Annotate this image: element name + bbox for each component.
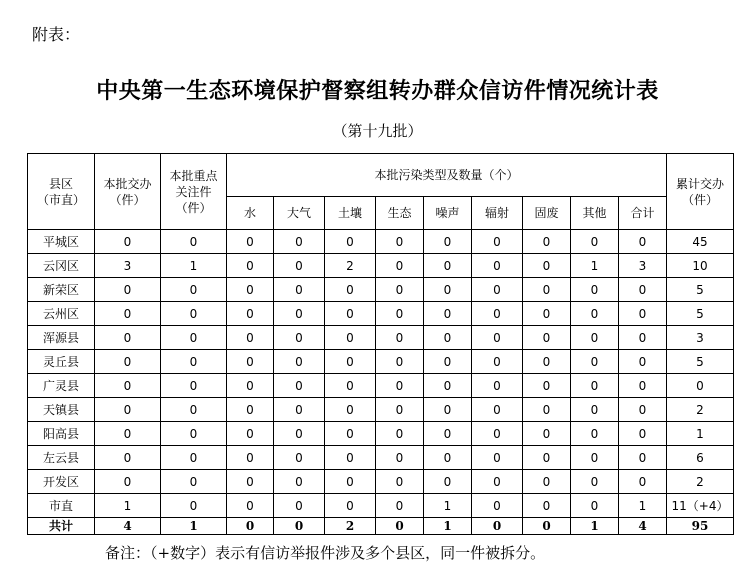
pollution-count-cell: 0 [571,374,619,398]
pollution-count-cell: 0 [571,422,619,446]
pollution-count-cell: 0 [523,302,571,326]
cumulative-cell: 10 [667,254,734,278]
district-cell: 新荣区 [28,278,95,302]
table-row [28,422,734,446]
district-cell: 浑源县 [28,326,95,350]
pollution-count-cell: 0 [523,230,571,254]
pollution-count-cell: 0 [571,278,619,302]
pollution-count-cell: 0 [274,326,325,350]
batch-key-cell: 0 [161,494,227,518]
header-pollution-type: 其他 [571,197,619,230]
pollution-count-cell: 0 [619,326,667,350]
batch-handed-cell: 0 [95,350,161,374]
table-row [28,374,734,398]
pollution-count-cell: 0 [424,350,472,374]
pollution-count-cell: 0 [424,278,472,302]
pollution-count-cell: 0 [571,446,619,470]
pollution-count-cell: 0 [571,230,619,254]
pollution-count-cell: 0 [227,422,274,446]
pollution-count-cell: 0 [424,422,472,446]
pollution-count-cell: 0 [571,398,619,422]
pollution-count-cell: 0 [227,494,274,518]
header-pollution-type: 合计 [619,197,667,230]
cumulative-cell: 95 [667,518,734,535]
pollution-count-cell: 0 [274,470,325,494]
pollution-count-cell: 0 [523,326,571,350]
pollution-count-cell: 0 [376,470,424,494]
pollution-count-cell: 0 [472,230,523,254]
pollution-count-cell: 0 [227,350,274,374]
pollution-count-cell: 0 [376,494,424,518]
pollution-count-cell: 1 [424,518,472,535]
pollution-count-cell: 0 [472,254,523,278]
pollution-count-cell: 0 [523,374,571,398]
pollution-count-cell: 0 [619,230,667,254]
batch-key-cell: 0 [161,278,227,302]
pollution-count-cell: 0 [523,518,571,535]
pollution-count-cell: 0 [472,494,523,518]
pollution-count-cell: 0 [376,230,424,254]
pollution-count-cell: 0 [274,494,325,518]
batch-handed-cell: 0 [95,278,161,302]
pollution-count-cell: 0 [376,374,424,398]
pollution-count-cell: 0 [523,494,571,518]
document-title: 中央第一生态环境保护督察组转办群众信访件情况统计表 [96,78,659,104]
pollution-count-cell: 0 [227,326,274,350]
pollution-count-cell: 0 [619,398,667,422]
pollution-count-cell: 0 [619,422,667,446]
cumulative-cell: 5 [667,278,734,302]
table-row [28,302,734,326]
pollution-count-cell: 0 [523,470,571,494]
header-pollution-group: 本批污染类型及数量（个） [227,154,667,197]
pollution-count-cell: 0 [472,326,523,350]
pollution-count-cell: 0 [424,470,472,494]
pollution-count-cell: 0 [472,422,523,446]
batch-key-cell: 0 [161,374,227,398]
cumulative-cell: 3 [667,326,734,350]
batch-key-cell: 1 [161,518,227,535]
pollution-count-cell: 0 [619,302,667,326]
pollution-count-cell: 0 [274,422,325,446]
pollution-count-cell: 0 [472,374,523,398]
pollution-count-cell: 0 [274,446,325,470]
table-row [28,398,734,422]
batch-handed-cell: 0 [95,470,161,494]
batch-key-cell: 0 [161,326,227,350]
pollution-count-cell: 0 [523,446,571,470]
pollution-count-cell: 0 [325,302,376,326]
batch-handed-cell: 0 [95,374,161,398]
batch-handed-cell: 3 [95,254,161,278]
pollution-count-cell: 0 [325,230,376,254]
pollution-count-cell: 0 [376,398,424,422]
pollution-count-cell: 0 [227,518,274,535]
header-pollution-type: 土壤 [325,197,376,230]
pollution-count-cell: 0 [325,278,376,302]
batch-handed-cell: 0 [95,446,161,470]
pollution-count-cell: 0 [274,278,325,302]
cumulative-cell: 11（+4） [667,494,734,518]
pollution-count-cell: 0 [472,398,523,422]
pollution-count-cell: 0 [472,350,523,374]
pollution-count-cell: 0 [274,302,325,326]
batch-handed-cell: 1 [95,494,161,518]
pollution-count-cell: 0 [325,446,376,470]
pollution-count-cell: 0 [325,494,376,518]
header-batch-key: 本批重点 关注件 （件） [161,154,227,230]
pollution-count-cell: 0 [376,254,424,278]
pollution-count-cell: 0 [274,254,325,278]
pollution-count-cell: 0 [274,398,325,422]
statistics-table [27,153,734,535]
batch-key-cell: 0 [161,422,227,446]
header-pollution-type: 生态 [376,197,424,230]
cumulative-cell: 5 [667,350,734,374]
cumulative-cell: 0 [667,374,734,398]
pollution-count-cell: 0 [376,518,424,535]
cumulative-cell: 45 [667,230,734,254]
attachment-label: 附表： [32,25,81,44]
batch-key-cell: 0 [161,398,227,422]
district-cell: 平城区 [28,230,95,254]
pollution-count-cell: 0 [472,518,523,535]
pollution-count-cell: 0 [472,278,523,302]
pollution-count-cell: 0 [472,470,523,494]
pollution-count-cell: 0 [523,350,571,374]
district-cell: 阳高县 [28,422,95,446]
batch-handed-cell: 0 [95,302,161,326]
batch-key-cell: 1 [161,254,227,278]
pollution-count-cell: 1 [571,518,619,535]
pollution-count-cell: 0 [472,446,523,470]
cumulative-cell: 2 [667,470,734,494]
batch-key-cell: 0 [161,302,227,326]
pollution-count-cell: 0 [227,278,274,302]
table-row [28,254,734,278]
batch-handed-cell: 0 [95,230,161,254]
cumulative-cell: 1 [667,422,734,446]
pollution-count-cell: 0 [424,302,472,326]
pollution-count-cell: 0 [424,254,472,278]
pollution-count-cell: 4 [619,518,667,535]
pollution-count-cell: 0 [227,446,274,470]
pollution-count-cell: 0 [227,470,274,494]
batch-handed-cell: 0 [95,326,161,350]
pollution-count-cell: 0 [325,470,376,494]
batch-key-cell: 0 [161,446,227,470]
pollution-count-cell: 0 [523,254,571,278]
district-cell: 云州区 [28,302,95,326]
pollution-count-cell: 0 [227,302,274,326]
pollution-count-cell: 0 [274,518,325,535]
batch-handed-cell: 4 [95,518,161,535]
pollution-count-cell: 0 [325,326,376,350]
district-cell: 灵丘县 [28,350,95,374]
pollution-count-cell: 0 [325,422,376,446]
pollution-count-cell: 0 [619,350,667,374]
pollution-count-cell: 0 [571,470,619,494]
district-cell: 市直 [28,494,95,518]
district-cell: 云冈区 [28,254,95,278]
district-cell: 广灵县 [28,374,95,398]
pollution-count-cell: 0 [274,374,325,398]
cumulative-cell: 5 [667,302,734,326]
pollution-count-cell: 0 [424,446,472,470]
header-pollution-type: 固废 [523,197,571,230]
pollution-count-cell: 0 [274,350,325,374]
pollution-count-cell: 0 [424,326,472,350]
table-row [28,230,734,254]
header-pollution-type: 辐射 [472,197,523,230]
pollution-count-cell: 0 [523,422,571,446]
total-row [28,518,734,535]
pollution-count-cell: 1 [424,494,472,518]
pollution-count-cell: 0 [227,230,274,254]
table-row [28,470,734,494]
pollution-count-cell: 0 [619,446,667,470]
pollution-count-cell: 0 [376,326,424,350]
pollution-count-cell: 0 [376,422,424,446]
pollution-count-cell: 0 [325,398,376,422]
district-cell: 开发区 [28,470,95,494]
pollution-count-cell: 0 [325,350,376,374]
table-row [28,494,734,518]
pollution-count-cell: 0 [424,374,472,398]
pollution-count-cell: 0 [227,374,274,398]
table-row [28,446,734,470]
pollution-count-cell: 0 [472,302,523,326]
header-pollution-type: 水 [227,197,274,230]
pollution-count-cell: 1 [571,254,619,278]
district-cell: 共计 [28,518,95,535]
pollution-count-cell: 0 [523,278,571,302]
district-cell: 左云县 [28,446,95,470]
pollution-count-cell: 0 [376,350,424,374]
pollution-count-cell: 0 [619,374,667,398]
pollution-count-cell: 0 [619,278,667,302]
pollution-count-cell: 3 [619,254,667,278]
cumulative-cell: 6 [667,446,734,470]
pollution-count-cell: 0 [571,326,619,350]
batch-key-cell: 0 [161,350,227,374]
pollution-count-cell: 0 [227,398,274,422]
pollution-count-cell: 0 [376,278,424,302]
table-row [28,350,734,374]
pollution-count-cell: 0 [325,374,376,398]
batch-key-cell: 0 [161,230,227,254]
footnote: 备注：（+数字）表示有信访举报件涉及多个县区，同一件被拆分。 [105,544,546,562]
table-row [28,326,734,350]
pollution-count-cell: 0 [571,494,619,518]
header-district: 县区 （市直） [28,154,95,230]
pollution-count-cell: 0 [227,254,274,278]
pollution-count-cell: 0 [424,230,472,254]
pollution-count-cell: 0 [619,470,667,494]
pollution-count-cell: 0 [376,302,424,326]
pollution-count-cell: 0 [274,230,325,254]
batch-key-cell: 0 [161,470,227,494]
batch-handed-cell: 0 [95,422,161,446]
header-batch-handed: 本批交办 （件） [95,154,161,230]
pollution-count-cell: 0 [523,398,571,422]
header-cumulative: 累计交办 （件） [667,154,734,230]
cumulative-cell: 2 [667,398,734,422]
pollution-count-cell: 1 [619,494,667,518]
header-pollution-type: 大气 [274,197,325,230]
pollution-count-cell: 0 [376,446,424,470]
header-pollution-type: 噪声 [424,197,472,230]
pollution-count-cell: 2 [325,254,376,278]
pollution-count-cell: 0 [424,398,472,422]
batch-handed-cell: 0 [95,398,161,422]
pollution-count-cell: 2 [325,518,376,535]
table-row [28,278,734,302]
district-cell: 天镇县 [28,398,95,422]
batch-subtitle: （第十九批） [332,122,423,140]
pollution-count-cell: 0 [571,350,619,374]
pollution-count-cell: 0 [571,302,619,326]
